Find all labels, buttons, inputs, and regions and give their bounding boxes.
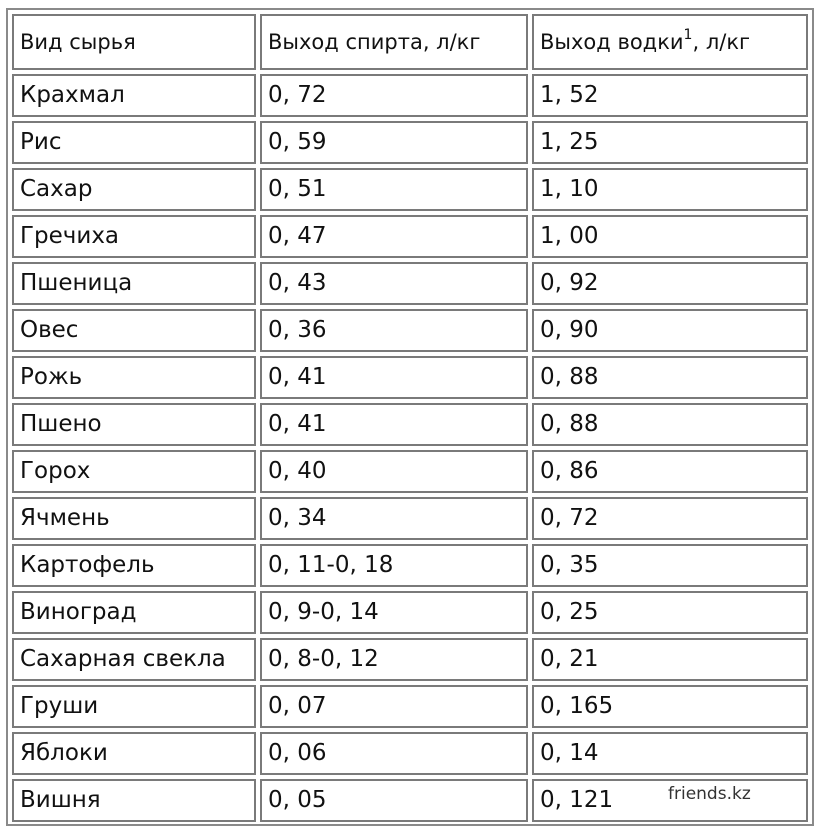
header-vodka-yield-unit: , л/кг <box>692 29 751 54</box>
cell-vodka-yield: 1, 52 <box>532 74 808 117</box>
cell-vodka-yield: 0, 90 <box>532 309 808 352</box>
cell-raw-material: Горох <box>12 450 256 493</box>
cell-raw-material: Вишня <box>12 779 256 822</box>
header-vodka-yield-label: Выход водки <box>540 29 684 54</box>
table-row <box>12 450 808 493</box>
table-row <box>12 638 808 681</box>
yield-table-frame <box>6 8 814 826</box>
cell-vodka-yield: 0, 121 <box>532 779 808 822</box>
cell-spirit-yield: 0, 41 <box>260 403 528 446</box>
cell-spirit-yield: 0, 43 <box>260 262 528 305</box>
cell-raw-material: Ячмень <box>12 497 256 540</box>
cell-spirit-yield: 0, 36 <box>260 309 528 352</box>
cell-raw-material: Рожь <box>12 356 256 399</box>
table-row <box>12 262 808 305</box>
cell-vodka-yield: 0, 25 <box>532 591 808 634</box>
cell-vodka-yield: 0, 86 <box>532 450 808 493</box>
cell-raw-material: Пшеница <box>12 262 256 305</box>
cell-raw-material: Пшено <box>12 403 256 446</box>
cell-spirit-yield: 0, 40 <box>260 450 528 493</box>
header-raw-material: Вид сырья <box>12 14 256 70</box>
table-row <box>12 215 808 258</box>
watermark-text: friends.kz <box>668 784 751 804</box>
table-row <box>12 497 808 540</box>
cell-spirit-yield: 0, 41 <box>260 356 528 399</box>
table-row <box>12 685 808 728</box>
yield-table <box>8 10 812 826</box>
table-row <box>12 591 808 634</box>
cell-vodka-yield: 0, 88 <box>532 403 808 446</box>
cell-vodka-yield: 1, 00 <box>532 215 808 258</box>
cell-raw-material: Гречиха <box>12 215 256 258</box>
table-body <box>12 74 808 822</box>
cell-raw-material: Сахар <box>12 168 256 211</box>
table-row <box>12 403 808 446</box>
cell-spirit-yield: 0, 8-0, 12 <box>260 638 528 681</box>
table-row <box>12 356 808 399</box>
cell-vodka-yield: 0, 21 <box>532 638 808 681</box>
cell-raw-material: Виноград <box>12 591 256 634</box>
cell-vodka-yield: 1, 10 <box>532 168 808 211</box>
cell-vodka-yield: 0, 72 <box>532 497 808 540</box>
cell-vodka-yield: 0, 14 <box>532 732 808 775</box>
cell-raw-material: Овес <box>12 309 256 352</box>
cell-vodka-yield: 0, 92 <box>532 262 808 305</box>
cell-vodka-yield: 0, 165 <box>532 685 808 728</box>
cell-spirit-yield: 0, 06 <box>260 732 528 775</box>
cell-spirit-yield: 0, 72 <box>260 74 528 117</box>
table-row <box>12 121 808 164</box>
header-vodka-yield <box>532 14 808 70</box>
cell-raw-material: Сахарная свекла <box>12 638 256 681</box>
cell-spirit-yield: 0, 47 <box>260 215 528 258</box>
cell-spirit-yield: 0, 59 <box>260 121 528 164</box>
table-row <box>12 309 808 352</box>
cell-raw-material: Рис <box>12 121 256 164</box>
cell-raw-material: Картофель <box>12 544 256 587</box>
footnote-marker: 1 <box>683 26 693 43</box>
cell-vodka-yield: 1, 25 <box>532 121 808 164</box>
table-row <box>12 168 808 211</box>
cell-raw-material: Груши <box>12 685 256 728</box>
table-row <box>12 732 808 775</box>
table-header-row <box>12 14 808 70</box>
cell-raw-material: Яблоки <box>12 732 256 775</box>
cell-spirit-yield: 0, 51 <box>260 168 528 211</box>
cell-raw-material: Крахмал <box>12 74 256 117</box>
cell-spirit-yield: 0, 05 <box>260 779 528 822</box>
cell-spirit-yield: 0, 11-0, 18 <box>260 544 528 587</box>
cell-spirit-yield: 0, 34 <box>260 497 528 540</box>
table-row <box>12 74 808 117</box>
table-row <box>12 544 808 587</box>
cell-spirit-yield: 0, 9-0, 14 <box>260 591 528 634</box>
cell-spirit-yield: 0, 07 <box>260 685 528 728</box>
header-spirit-yield: Выход спирта, л/кг <box>260 14 528 70</box>
cell-vodka-yield: 0, 35 <box>532 544 808 587</box>
cell-vodka-yield: 0, 88 <box>532 356 808 399</box>
